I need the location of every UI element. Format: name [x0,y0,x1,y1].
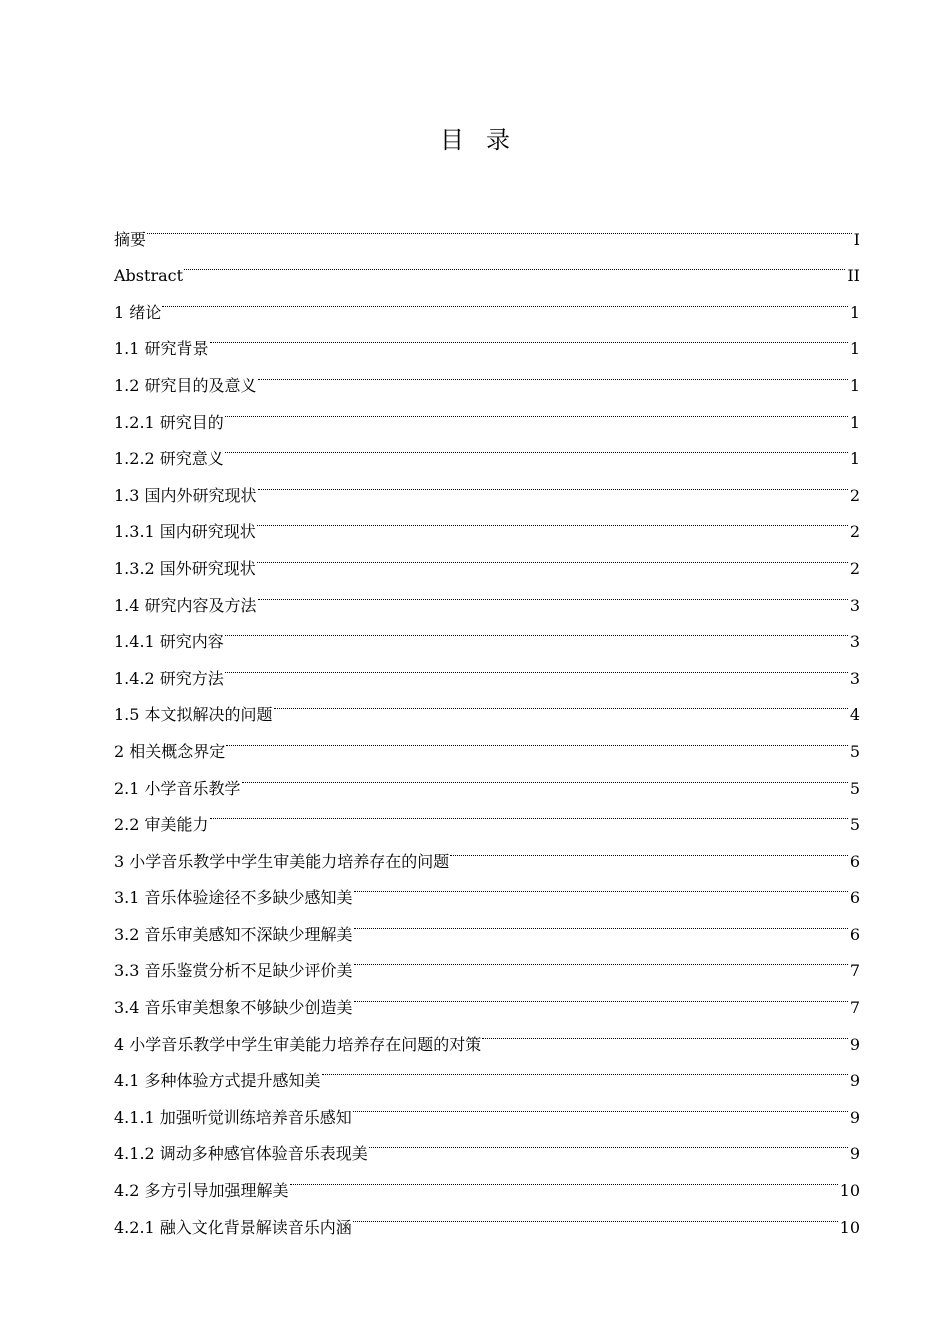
toc-entry-text: 3.2 音乐审美感知不深缺少理解美 [114,924,353,944]
toc-dot-leader [354,903,848,940]
toc-entry-text: 4.1.1 加强听觉训练培养音乐感知 [114,1107,352,1127]
toc-entry[interactable] [114,830,860,871]
toc-dot-leader [354,940,848,977]
toc-dot-leader [353,1196,838,1233]
toc-entry-text: 4.2 多方引导加强理解美 [114,1181,289,1201]
toc-list [114,208,860,1237]
toc-dot-leader [354,867,848,904]
toc-entry-page-number: 1 [849,302,860,322]
toc-dot-leader [184,245,845,282]
toc-entry[interactable] [114,281,860,322]
toc-entry-text: 2.1 小学音乐教学 [114,778,241,798]
toc-entry-text: 4 小学音乐教学中学生审美能力培养存在问题的对策 [114,1034,482,1054]
toc-dot-leader [225,647,848,684]
toc-entry-page-number: 9 [849,1144,860,1164]
toc-entry-page-number: 6 [849,888,860,908]
toc-entry-page-number: 5 [849,778,860,798]
toc-entry-text: 1.5 本文拟解决的问题 [114,705,273,725]
toc-entry-page-number: 2 [849,485,860,505]
toc-entry-page-number: 1 [849,412,860,432]
toc-dot-leader [322,1050,848,1087]
toc-dot-leader [225,611,848,648]
toc-entry-text: 1.2.2 研究意义 [114,449,224,469]
toc-dot-leader [242,757,848,794]
toc-entry-page-number: 9 [849,1071,860,1091]
toc-entry-text: 3.4 音乐审美想象不够缺少创造美 [114,998,353,1018]
toc-dot-leader [274,684,848,721]
toc-dot-leader [210,794,848,831]
toc-entry-text: 3 小学音乐教学中学生审美能力培养存在的问题 [114,851,450,871]
toc-entry-page-number: 10 [839,1181,860,1201]
toc-dot-leader [258,574,848,611]
toc-entry[interactable] [114,391,860,432]
toc-entry-page-number: 2 [849,558,860,578]
toc-entry-text: 1.3.1 国内研究现状 [114,522,256,542]
toc-title: 目录 [440,126,532,154]
toc-entry-page-number: I [853,229,860,249]
toc-dot-leader [258,464,848,501]
toc-dot-leader [210,318,848,355]
toc-entry-text: 1.2.1 研究目的 [114,412,224,432]
toc-entry[interactable] [114,684,860,725]
toc-entry[interactable] [114,611,860,652]
toc-entry-text: 1.4 研究内容及方法 [114,595,257,615]
toc-dot-leader [257,537,848,574]
toc-dot-leader [290,1159,838,1196]
toc-entry-text: Abstract [114,266,184,286]
toc-entry-page-number: 5 [849,741,860,761]
toc-entry[interactable] [114,794,860,835]
toc-entry-text: 1.4.1 研究内容 [114,632,224,652]
toc-entry[interactable] [114,318,860,359]
toc-entry-page-number: 2 [849,522,860,542]
toc-entry-text: 4.1 多种体验方式提升感知美 [114,1071,321,1091]
toc-entry-text: 2.2 审美能力 [114,815,209,835]
toc-entry-text: 4.1.2 调动多种感官体验音乐表现美 [114,1144,368,1164]
toc-entry-page-number: 7 [849,961,860,981]
toc-entry-text: 3.3 音乐鉴赏分析不足缺少评价美 [114,961,353,981]
toc-entry-text: 1.2 研究目的及意义 [114,375,257,395]
toc-dot-leader [482,1013,848,1050]
toc-entry-page-number: 10 [839,1217,860,1237]
toc-entry-page-number: 1 [849,449,860,469]
toc-entry-text: 1.3 国内外研究现状 [114,485,257,505]
toc-entry-page-number: II [847,266,860,286]
toc-entry-page-number: 6 [849,924,860,944]
toc-entry-text: 2 相关概念界定 [114,741,226,761]
toc-entry-page-number: 4 [849,705,860,725]
toc-dot-leader [258,354,848,391]
toc-dot-leader [225,391,848,428]
toc-dot-leader [257,501,848,538]
toc-entry[interactable] [114,464,860,505]
toc-dot-leader [162,281,848,318]
toc-entry-text: 1.3.2 国外研究现状 [114,558,256,578]
toc-entry-page-number: 9 [849,1107,860,1127]
toc-entry-page-number: 3 [849,595,860,615]
toc-entry-text: 1 绪论 [114,302,162,322]
toc-entry[interactable] [114,647,860,688]
toc-entry-text: 4.2.1 融入文化背景解读音乐内涵 [114,1217,352,1237]
toc-entry[interactable] [114,208,860,249]
toc-entry-text: 1.1 研究背景 [114,339,209,359]
toc-dot-leader [225,428,848,465]
toc-entry-page-number: 1 [849,375,860,395]
toc-dot-leader [369,1123,848,1160]
toc-dot-leader [353,1086,848,1123]
toc-entry[interactable] [114,245,860,286]
toc-entry-page-number: 3 [849,632,860,652]
toc-entry[interactable] [114,428,860,469]
toc-entry[interactable] [114,354,860,395]
toc-dot-leader [354,976,848,1013]
toc-entry-page-number: 7 [849,998,860,1018]
toc-entry-page-number: 5 [849,815,860,835]
toc-entry-page-number: 9 [849,1034,860,1054]
toc-entry-page-number: 1 [849,339,860,359]
toc-entry-text: 3.1 音乐体验途径不多缺少感知美 [114,888,353,908]
toc-dot-leader [226,720,848,757]
toc-dot-leader [450,830,848,867]
toc-entry-page-number: 6 [849,851,860,871]
toc-entry-text: 摘要 [114,229,147,249]
toc-entry-page-number: 3 [849,668,860,688]
toc-entry[interactable] [114,720,860,761]
toc-entry-text: 1.4.2 研究方法 [114,668,224,688]
toc-dot-leader [147,208,852,245]
